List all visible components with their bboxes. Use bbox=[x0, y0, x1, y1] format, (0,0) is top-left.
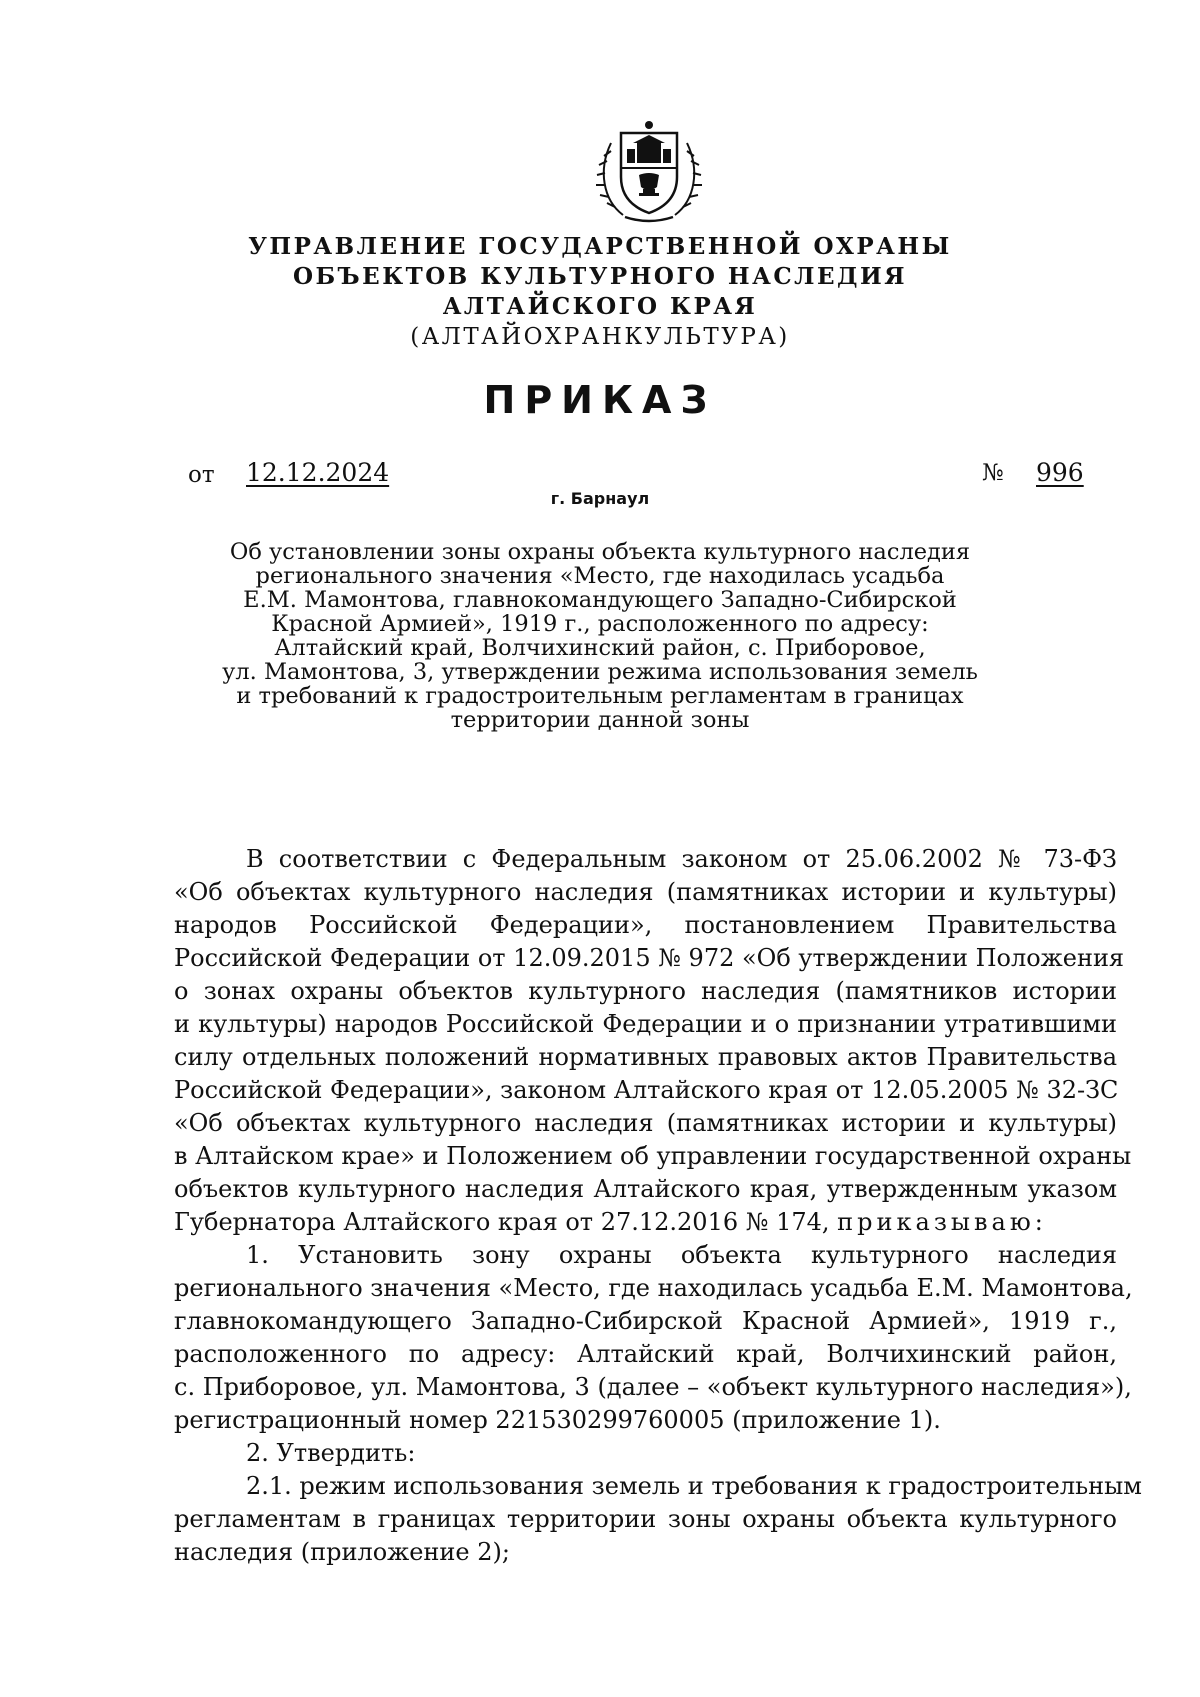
item-2-1-line: наследия (приложение 2); bbox=[174, 1538, 510, 1566]
order-date: 12.12.2024 bbox=[246, 458, 390, 487]
date-prefix: от bbox=[188, 462, 215, 488]
preamble-line: Российской Федерации», законом Алтайского края от 12.05.2005 № 32-ЗС bbox=[174, 1076, 1119, 1104]
subject-line: ул. Мамонтова, 3, утверждении режима использования земель bbox=[222, 659, 978, 685]
preamble-line: «Об объектах культурного наследия (памятниках истории и культуры) bbox=[174, 1109, 1117, 1137]
item-1-line: главнокомандующего Западно-Сибирской Красной Армией», 1919 г., bbox=[174, 1307, 1117, 1335]
coat-of-arms-emblem bbox=[593, 115, 705, 227]
item-1-line: расположенного по адресу: Алтайский край, Волчихинский район, bbox=[174, 1340, 1117, 1368]
agency-abbreviation: (АЛТАЙОХРАНКУЛЬТУРА) bbox=[410, 324, 790, 350]
order-number: 996 bbox=[1036, 458, 1084, 487]
preamble-line: силу отдельных положений нормативных правовых актов Правительства bbox=[174, 1043, 1117, 1071]
city-name: г. Барнаул bbox=[550, 489, 650, 508]
item-1-line: регистрационный номер 221530299760005 (приложение 1). bbox=[174, 1406, 941, 1434]
agency-line: УПРАВЛЕНИЕ ГОСУДАРСТВЕННОЙ ОХРАНЫ bbox=[248, 233, 952, 260]
agency-name bbox=[200, 232, 1000, 352]
preamble-line: в Алтайском крае» и Положением об управлении государственной охраны bbox=[174, 1142, 1132, 1170]
item-1-line: 1. Установить зону охраны объекта культурного наследия bbox=[246, 1241, 1117, 1269]
order-subject bbox=[170, 540, 1030, 732]
agency-line: АЛТАЙСКОГО КРАЯ bbox=[442, 293, 758, 320]
item-2-1-line: 2.1. режим использования земель и требования к градостроительным bbox=[246, 1472, 1142, 1500]
item-1-line: с. Приборовое, ул. Мамонтова, 3 (далее – «объект культурного наследия»), bbox=[174, 1373, 1132, 1401]
document-type-title: ПРИКАЗ bbox=[483, 378, 717, 422]
subject-line: Алтайский край, Волчихинский район, с. Приборовое, bbox=[274, 635, 926, 661]
preamble-line: о зонах охраны объектов культурного наследия (памятников истории bbox=[174, 977, 1117, 1005]
subject-line: территории данной зоны bbox=[450, 707, 750, 733]
item-2-heading: 2. Утвердить: bbox=[246, 1439, 416, 1467]
number-sign: № bbox=[982, 460, 1004, 486]
subject-line: регионального значения «Место, где находилась усадьба bbox=[255, 563, 945, 589]
preamble-line: объектов культурного наследия Алтайского края, утвержденным указом bbox=[174, 1175, 1117, 1203]
item-1-line: регионального значения «Место, где находилась усадьба Е.М. Мамонтова, bbox=[174, 1274, 1133, 1302]
order-body bbox=[174, 843, 1142, 1569]
preamble-line: Российской Федерации от 12.09.2015 № 972 «Об утверждении Положения bbox=[174, 944, 1125, 972]
subject-line: и требований к градостроительным регламентам в границах bbox=[236, 683, 964, 709]
preamble-line: народов Российской Федерации», постановлением Правительства bbox=[174, 911, 1117, 939]
item-2-1-line: регламентам в границах территории зоны охраны объекта культурного bbox=[174, 1505, 1117, 1533]
subject-line: Е.М. Мамонтова, главнокомандующего Западно-Сибирской bbox=[243, 587, 957, 613]
order-word: приказываю: bbox=[837, 1208, 1047, 1236]
preamble-last-line bbox=[174, 1206, 1117, 1239]
preamble-last-text: Губернатора Алтайского края от 27.12.2016 № 174, bbox=[174, 1208, 830, 1236]
subject-line: Красной Армией», 1919 г., расположенного по адресу: bbox=[271, 611, 929, 637]
agency-line: ОБЪЕКТОВ КУЛЬТУРНОГО НАСЛЕДИЯ bbox=[292, 263, 907, 290]
preamble-line: «Об объектах культурного наследия (памятниках истории и культуры) bbox=[174, 878, 1117, 906]
preamble-line: и культуры) народов Российской Федерации и о признании утратившими bbox=[174, 1010, 1117, 1038]
preamble-line: В соответствии с Федеральным законом от 25.06.2002 № 73-ФЗ bbox=[246, 845, 1117, 873]
subject-line: Об установлении зоны охраны объекта культурного наследия bbox=[229, 539, 971, 565]
